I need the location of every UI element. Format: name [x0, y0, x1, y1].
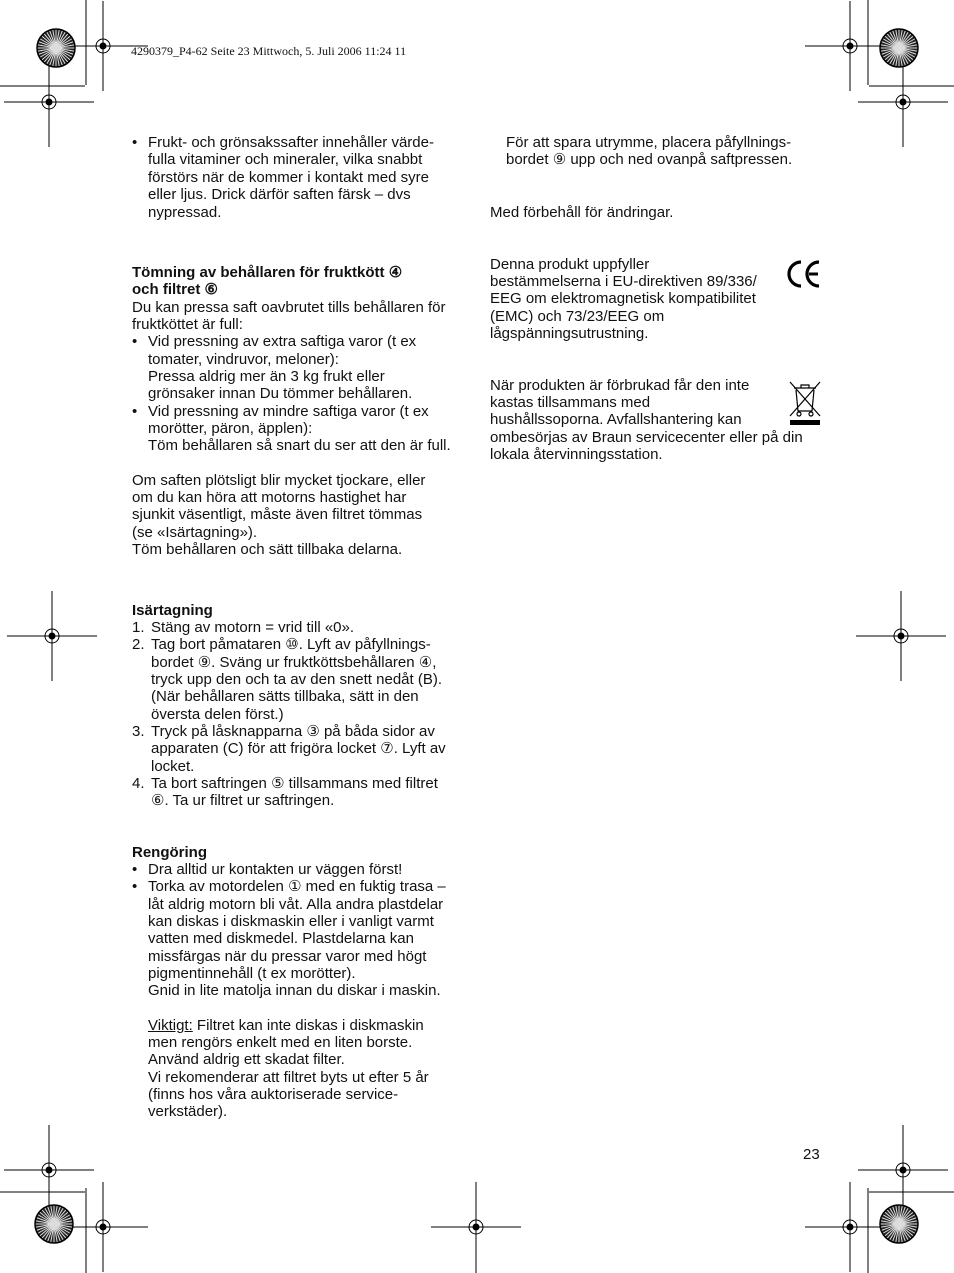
text-line: morötter, päron, äpplen): [148, 420, 313, 437]
text-line: kan diskas i diskmaskin eller i vanligt varmt [148, 913, 434, 930]
text-line: låt aldrig motorn bli våt. Alla andra plastdelar [148, 896, 444, 913]
crosshair-mark [7, 591, 97, 681]
bullet-dot: • [132, 878, 138, 895]
text-line: Ta bort saftringen ⑤ tillsammans med filtret [151, 775, 438, 792]
text-line: tomater, vindruvor, meloner): [148, 351, 339, 368]
crosshair-mark [4, 1125, 94, 1215]
color-star-target [880, 1205, 918, 1243]
text-line: men rengörs enkelt med en liten borste. [148, 1034, 413, 1051]
text-line: Töm behållaren så snart du ser att den är full. [148, 437, 451, 454]
text-line: Pressa aldrig mer än 3 kg frukt eller [148, 368, 385, 385]
text-line: bestämmelserna i EU-direktiven 89/336/ [490, 273, 757, 290]
step-number: 1. [132, 619, 145, 636]
text-line: EEG om elektromagnetisk kompatibilitet [490, 290, 756, 307]
text-line: Torka av motordelen ① med en fuktig trasa – [148, 878, 446, 895]
text-line: nypressad. [148, 204, 222, 221]
text-line: eller ljus. Drick därför saften färsk – dvs [148, 186, 411, 203]
section-heading: Tömning av behållaren för fruktkött ④ [132, 264, 403, 281]
text-line: Gnid in lite matolja innan du diskar i maskin. [148, 982, 441, 999]
text-line: kastas tillsammans med [490, 394, 651, 411]
text-line: Dra alltid ur kontakten ur väggen först! [148, 861, 403, 878]
text-line: Använd aldrig ett skadat filter. [148, 1051, 345, 1068]
color-star-target [37, 29, 75, 67]
text-line: (finns hos våra auktoriserade service- [148, 1086, 399, 1103]
text-line: pigmentinnehåll (t ex morötter). [148, 965, 356, 982]
section-heading: Isärtagning [132, 602, 213, 619]
section-heading: och filtret ⑥ [132, 281, 218, 298]
text-line: fulla vitaminer och mineraler, vilka snabbt [148, 151, 423, 168]
text-line: förstörs när de kommer i kontakt med syre [148, 169, 429, 186]
text-line: (se «Isärtagning»). [132, 524, 258, 541]
crosshair-mark [856, 591, 946, 681]
text-line: ⑥. Ta ur filtret ur saftringen. [151, 792, 335, 809]
step-number: 2. [132, 636, 145, 653]
text-line: Vid pressning av extra saftiga varor (t ex [148, 333, 417, 350]
important-note [148, 1017, 424, 1034]
important-label: Viktigt: [148, 1017, 193, 1034]
crosshair-mark [858, 1125, 948, 1215]
text-line: bordet ⑨. Sväng ur fruktköttsbehållaren ④, [151, 654, 437, 671]
text-line: Du kan pressa saft oavbrutet tills behållaren för [132, 299, 446, 316]
text-line: om du kan höra att motorns hastighet har [132, 489, 407, 506]
text-line: lokala återvinningsstation. [490, 446, 663, 463]
text-line: missfärgas när du pressar varor med högt [148, 948, 427, 965]
text-line: översta delen först.) [151, 706, 284, 723]
text-line: bordet ⑨ upp och ned ovanpå saftpressen. [506, 151, 793, 168]
bullet-dot: • [132, 134, 138, 151]
text-line: verkstäder). [148, 1103, 228, 1120]
text-line: vatten med diskmedel. Plastdelarna kan [148, 930, 414, 947]
text-line: När produkten är förbrukad får den inte [490, 377, 750, 394]
text-line: tryck upp den och ta av den snett nedåt (B). [151, 671, 443, 688]
text-line: ombesörjas av Braun servicecenter eller på din [490, 429, 803, 446]
text-line: Tryck på låsknapparna ③ på båda sidor av [151, 723, 435, 740]
text-line: locket. [151, 758, 195, 775]
text-line: Vi rekomenderar att filtret byts ut efter 5 år [148, 1069, 429, 1086]
text-line: apparaten (C) för att frigöra locket ⑦. Lyft av [151, 740, 446, 757]
crosshair-mark [858, 57, 948, 147]
text-line: grönsaker innan Du tömmer behållaren. [148, 385, 413, 402]
text-line: Tag bort påmataren ⑩. Lyft av påfyllnings- [151, 636, 431, 653]
text-line: lågspänningsutrustning. [490, 325, 649, 342]
text-line: (När behållaren sätts tillbaka, sätt in den [151, 688, 419, 705]
important-text: Filtret kan inte diskas i diskmaskin [192, 1017, 424, 1034]
color-star-target [35, 1205, 73, 1243]
text-line: Töm behållaren och sätt tillbaka delarna. [132, 541, 403, 558]
step-number: 4. [132, 775, 145, 792]
step-number: 3. [132, 723, 145, 740]
print-slug-header: 4290379_P4-62 Seite 23 Mittwoch, 5. Juli 2006 11:24 11 [131, 44, 407, 58]
text-line: Stäng av motorn = vrid till «0». [151, 619, 355, 636]
ce-mark-icon [785, 258, 823, 290]
crosshair-mark [431, 1182, 521, 1272]
text-line: Frukt- och grönsakssafter innehåller värde- [148, 134, 434, 151]
text-line: (EMC) och 73/23/EEG om [490, 308, 665, 325]
crossed-out-bin-icon [786, 378, 824, 430]
text-line: fruktköttet är full: [132, 316, 243, 333]
bullet-dot: • [132, 333, 138, 350]
text-line: För att spara utrymme, placera påfyllnings- [506, 134, 792, 151]
bullet-dot: • [132, 861, 138, 878]
reservation-note: Med förbehåll för ändringar. [490, 204, 674, 221]
color-star-target [880, 29, 918, 67]
section-heading: Rengöring [132, 844, 207, 861]
text-line: Denna produkt uppfyller [490, 256, 650, 273]
bullet-dot: • [132, 403, 138, 420]
text-line: Vid pressning av mindre saftiga varor (t ex [148, 403, 429, 420]
text-line: Om saften plötsligt blir mycket tjockare, eller [132, 472, 426, 489]
text-line: hushållssoporna. Avfallshantering kan [490, 411, 742, 428]
page-number: 23 [803, 1146, 820, 1163]
crosshair-mark [4, 57, 94, 147]
text-line: sjunkit väsentligt, måste även filtret tömmas [132, 506, 423, 523]
